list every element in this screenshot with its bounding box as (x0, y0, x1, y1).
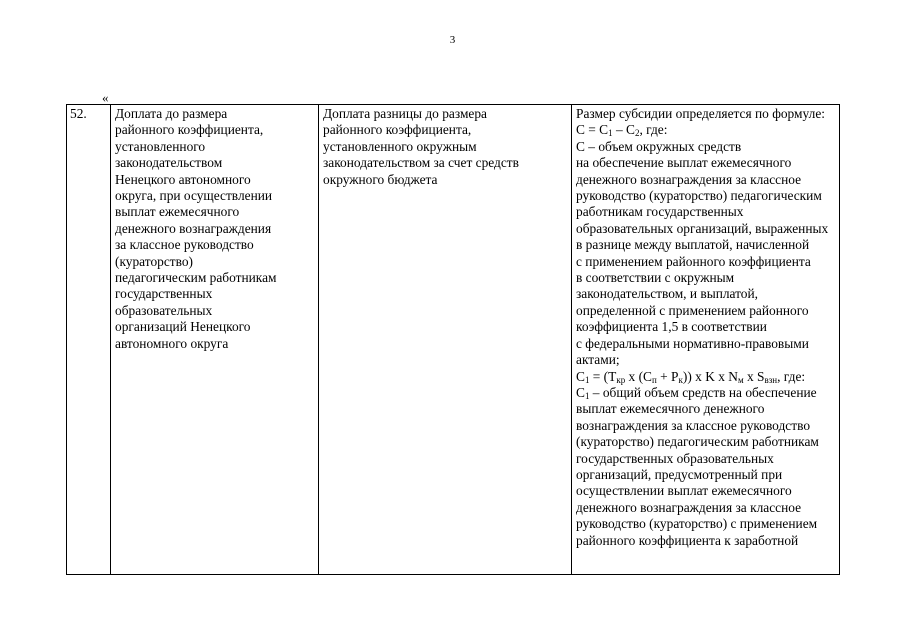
formula-line: на обеспечение выплат ежемесячного (576, 155, 792, 171)
payment-name-line: установленного (115, 138, 206, 154)
formula-line: организаций, предусмотренный при (576, 466, 783, 482)
formula-line: законодательством, и выплатой, (576, 286, 759, 302)
formula-line: вознаграждения за классное руководство (576, 417, 811, 433)
formula-line: актами; (576, 352, 620, 368)
formula-line: выплат ежемесячного денежного (576, 401, 765, 417)
formula-line: руководство (кураторство) с применением (576, 516, 818, 532)
payment-name-line: округа, при осуществлении (115, 188, 273, 204)
formula-line: определенной с применением районного (576, 302, 809, 318)
payment-name-line: денежного вознаграждения (115, 220, 272, 236)
payment-name-line: автономного округа (115, 335, 229, 351)
payment-name-line: выплат ежемесячного (115, 204, 240, 220)
payment-name-line: образовательных (115, 302, 213, 318)
payment-name-line: организаций Ненецкого (115, 319, 251, 335)
payment-name-line: районного коэффициента, (115, 122, 264, 138)
payment-name-line: государственных (115, 286, 213, 302)
formula-line: государственных образовательных (576, 450, 774, 466)
payment-name-line: Доплата до размера (115, 106, 228, 121)
page-number: 3 (449, 34, 456, 46)
payment-description-cell (319, 105, 572, 575)
formula-line: руководство (кураторство) педагогическим (576, 188, 822, 204)
row-number: 52. (67, 105, 111, 575)
formula-line: с федеральными нормативно-правовыми (576, 335, 809, 351)
formula-line: с применением районного коэффициента (576, 253, 811, 269)
payment-name-line: (кураторство) (115, 253, 194, 269)
payment-description-line: окружного бюджета (323, 171, 438, 187)
formula-line: $C = C_1 - C_2$, где: (576, 122, 668, 139)
formula-line: районного коэффициента к заработной (576, 532, 799, 548)
payment-description-line: законодательством за счет средств (323, 155, 519, 171)
formula-line: (кураторство) педагогическим работникам (576, 434, 819, 450)
payment-description-line: районного коэффициента, (323, 122, 472, 138)
formula-line: образовательных организаций, выраженных (576, 220, 829, 236)
payment-description-line: Доплата разницы до размера (323, 106, 488, 121)
formula-line: $C_1$ – общий объем средств на обеспечение (576, 384, 817, 401)
opening-quote-mark: « (102, 90, 109, 105)
formula-line: Размер субсидии определяется по формуле: (576, 106, 825, 121)
formula-line: денежного вознаграждения за классное (576, 171, 802, 187)
subsidy-table (66, 104, 840, 575)
payment-name-line: педагогическим работникам (115, 270, 277, 286)
formula-line: коэффициента 1,5 в соответствии (576, 319, 767, 335)
formula-line: работникам государственных (576, 204, 744, 220)
formula-line: осуществлении выплат ежемесячного (576, 483, 792, 499)
payment-name-line: законодательством (115, 155, 223, 171)
formula-line: в разнице между выплатой, начисленной (576, 237, 810, 253)
payment-description-line: установленного окружным (323, 138, 477, 154)
payment-name-line: Ненецкого автономного (115, 171, 251, 187)
formula-line: $C_1 = (T_{кр}$ x $(C_п + P_к)$) x K x $N_м$ x $S_{взн}$, где: (576, 368, 806, 385)
payment-name-line: за классное руководство (115, 237, 254, 253)
formula-line: в соответствии с окружным (576, 270, 735, 286)
table-row (67, 105, 840, 575)
formula-line: C – объем окружных средств (576, 138, 742, 154)
payment-name-cell (111, 105, 319, 575)
formula-line: денежного вознаграждения за классное (576, 499, 802, 515)
formula-cell (572, 105, 840, 575)
